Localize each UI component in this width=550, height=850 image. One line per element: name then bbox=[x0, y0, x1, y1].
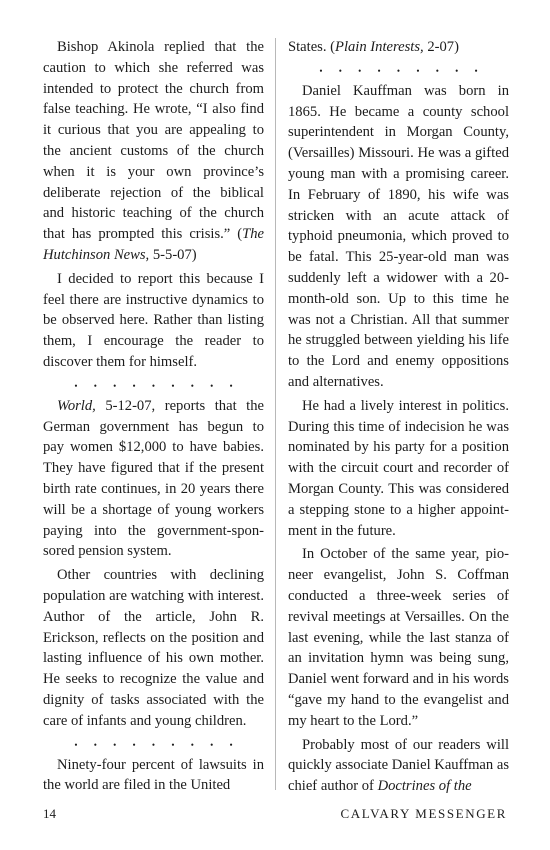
source-citation: Plain Interests, bbox=[335, 39, 424, 55]
page-footer bbox=[43, 806, 507, 824]
section-separator: • • • • • • • • • bbox=[74, 739, 240, 750]
paragraph-akinola-reply bbox=[43, 37, 264, 266]
source-citation: World, bbox=[57, 397, 96, 414]
section-separator: • • • • • • • • • bbox=[319, 65, 485, 76]
source-citation: The Hutchinson News, bbox=[43, 226, 264, 263]
page-number: 14 bbox=[43, 806, 56, 821]
paragraph-lawsuits: Ninety-four percent of lawsuits in the world are filed in the United bbox=[43, 756, 264, 794]
paragraph-german-babies bbox=[43, 396, 264, 562]
paragraph-declining-population: Other countries with declining population are watching with interest. Author of the article, John R. Erickson, reflects on the position and lasting influence of his own mother. He seeks to recognize the value and dignity of tasks associated with the care of infants and young children. bbox=[43, 567, 264, 729]
paragraph-kauffman-doctrines bbox=[288, 735, 509, 797]
book-title: Doctrines of the bbox=[377, 778, 472, 795]
citation-date: 2-07) bbox=[423, 39, 459, 55]
paragraph-text: Probably most of our readers will quickly associate Daniel Kauffman as chief author of bbox=[288, 736, 509, 795]
paragraph-kauffman-politics: He had a lively interest in politics. During this time of indecision he was nominated by his party for a position with the circuit court and recorder of Morgan County. This was considered a stepping stone to a higher appointment in the future. bbox=[288, 397, 509, 539]
paragraph-report-reason: I decided to report this because I feel there are instructive dynamics to be observed here. Rather than listing them, I encourage the reader to discover them for himself. bbox=[43, 270, 264, 370]
paragraph-kauffman-birth: Daniel Kauffman was born in 1865. He became a county school superintendent in Morgan County, (Versailles) Missouri. He was a gifted young man with a promising career. In February of 1890, his wife was stricken with an acute attack of typhoid pneumonia, which proved to be fatal. This 25-year-old man was suddenly left a widower with a 20-month-old son. Up to this time he was not a Christian. All that summer he struggled between yielding his life to the Lord and enemy oppositions and alternatives. bbox=[288, 82, 509, 390]
paragraph-lawsuits-continued bbox=[288, 37, 509, 58]
citation-date: 5-5-07) bbox=[149, 246, 197, 263]
paragraph-text: Bishop Akinola replied that the caution to which she referred was intended to protect the church from false teaching. He wrote, “I also find it curious that you are appealing to the ancient customs of the church when it is your own province’s deliberate rejection of the biblical and historic teaching of the church that has prompted this crisis.” ( bbox=[43, 39, 264, 243]
left-column bbox=[43, 37, 264, 799]
paragraph-text: 5-12-07, reports that the German government has begun to pay women $12,000 to have babies. They have figured that if the present birth rate continues, in 20 years there will be a shortage of young workers paying into the government-sponsored pension system. bbox=[43, 397, 264, 560]
paragraph-kauffman-revival: In October of the same year, pioneer evangelist, John S. Coffman conducted a three-week series of revival meetings at Versailles. On the last evening, while the last stanza of an invitation hymn was being sung, Daniel went forward and in his words “gave my hand to the evangelist and my heart to the Lord.” bbox=[288, 546, 509, 729]
column-divider bbox=[275, 38, 276, 790]
running-head: CALVARY MESSENGER bbox=[340, 806, 507, 821]
section-separator: • • • • • • • • • bbox=[74, 380, 240, 391]
right-column bbox=[288, 37, 509, 800]
paragraph-text: States. ( bbox=[288, 39, 336, 55]
